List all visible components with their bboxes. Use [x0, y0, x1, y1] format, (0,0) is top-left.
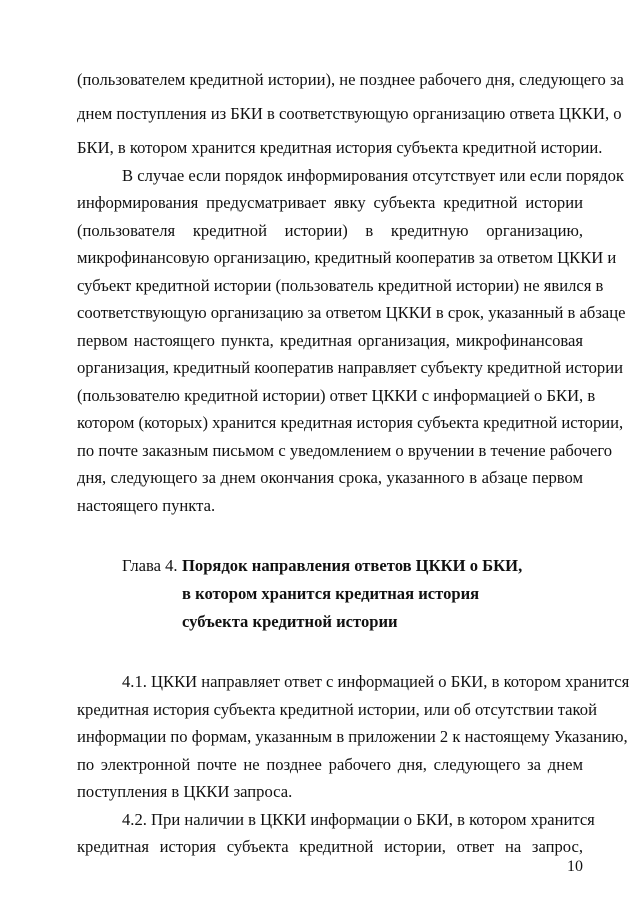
paragraph-line: организация, кредитный кооператив направляет субъекту кредитной истории: [77, 358, 623, 377]
paragraph-line: настоящего пункта.: [77, 496, 216, 515]
paragraph-line: днем поступления из БКИ в соответствующую организацию ответа ЦККИ, о: [77, 104, 622, 123]
paragraph-line: кредитная история субъекта кредитной истории, ответ на запрос,: [77, 837, 583, 856]
paragraph-line: информирования предусматривает явку субъекта кредитной истории: [77, 193, 583, 212]
paragraph-line: 4.2. При наличии в ЦККИ информации о БКИ, в котором хранится: [122, 810, 595, 829]
paragraph-line: БКИ, в котором хранится кредитная история субъекта кредитной истории.: [77, 138, 603, 157]
paragraph-line: микрофинансовую организацию, кредитный кооператив за ответом ЦККИ и: [77, 248, 617, 267]
chapter-title-line: Порядок направления ответов ЦККИ о БКИ,: [182, 556, 523, 575]
chapter-label: Глава 4.: [122, 556, 178, 575]
paragraph-line: по электронной почте не позднее рабочего дня, следующего за днем: [77, 755, 583, 774]
paragraph-line: субъект кредитной истории (пользователь кредитной истории) не явился в: [77, 276, 604, 295]
paragraph-line: поступления в ЦККИ запроса.: [77, 782, 293, 801]
page-number: 10: [567, 858, 583, 875]
chapter-title-line: субъекта кредитной истории: [182, 612, 398, 631]
paragraph-line: по почте заказным письмом с уведомлением о вручении в течение рабочего: [77, 441, 613, 460]
paragraph-line: соответствующую организацию за ответом ЦККИ в срок, указанный в абзаце: [77, 303, 626, 322]
paragraph-line: котором (которых) хранится кредитная история субъекта кредитной истории,: [77, 413, 624, 432]
paragraph-line: первом настоящего пункта, кредитная организация, микрофинансовая: [77, 331, 583, 350]
paragraph-line: (пользователем кредитной истории), не позднее рабочего дня, следующего за: [77, 70, 624, 89]
paragraph-line: В случае если порядок информирования отсутствует или если порядок: [122, 166, 624, 185]
paragraph-line: кредитная история субъекта кредитной истории, или об отсутствии такой: [77, 700, 597, 719]
paragraph-line: (пользователю кредитной истории) ответ ЦККИ с информацией о БКИ, в: [77, 386, 596, 405]
paragraph-line: (пользователя кредитной истории) в кредитную организацию,: [77, 221, 583, 240]
paragraph-line: дня, следующего за днем окончания срока, указанного в абзаце первом: [77, 468, 583, 487]
chapter-title-line: в котором хранится кредитная история: [182, 584, 480, 603]
paragraph-line: информации по формам, указанным в приложении 2 к настоящему Указанию,: [77, 727, 628, 746]
paragraph-line: 4.1. ЦККИ направляет ответ с информацией о БКИ, в котором хранится: [122, 672, 630, 691]
